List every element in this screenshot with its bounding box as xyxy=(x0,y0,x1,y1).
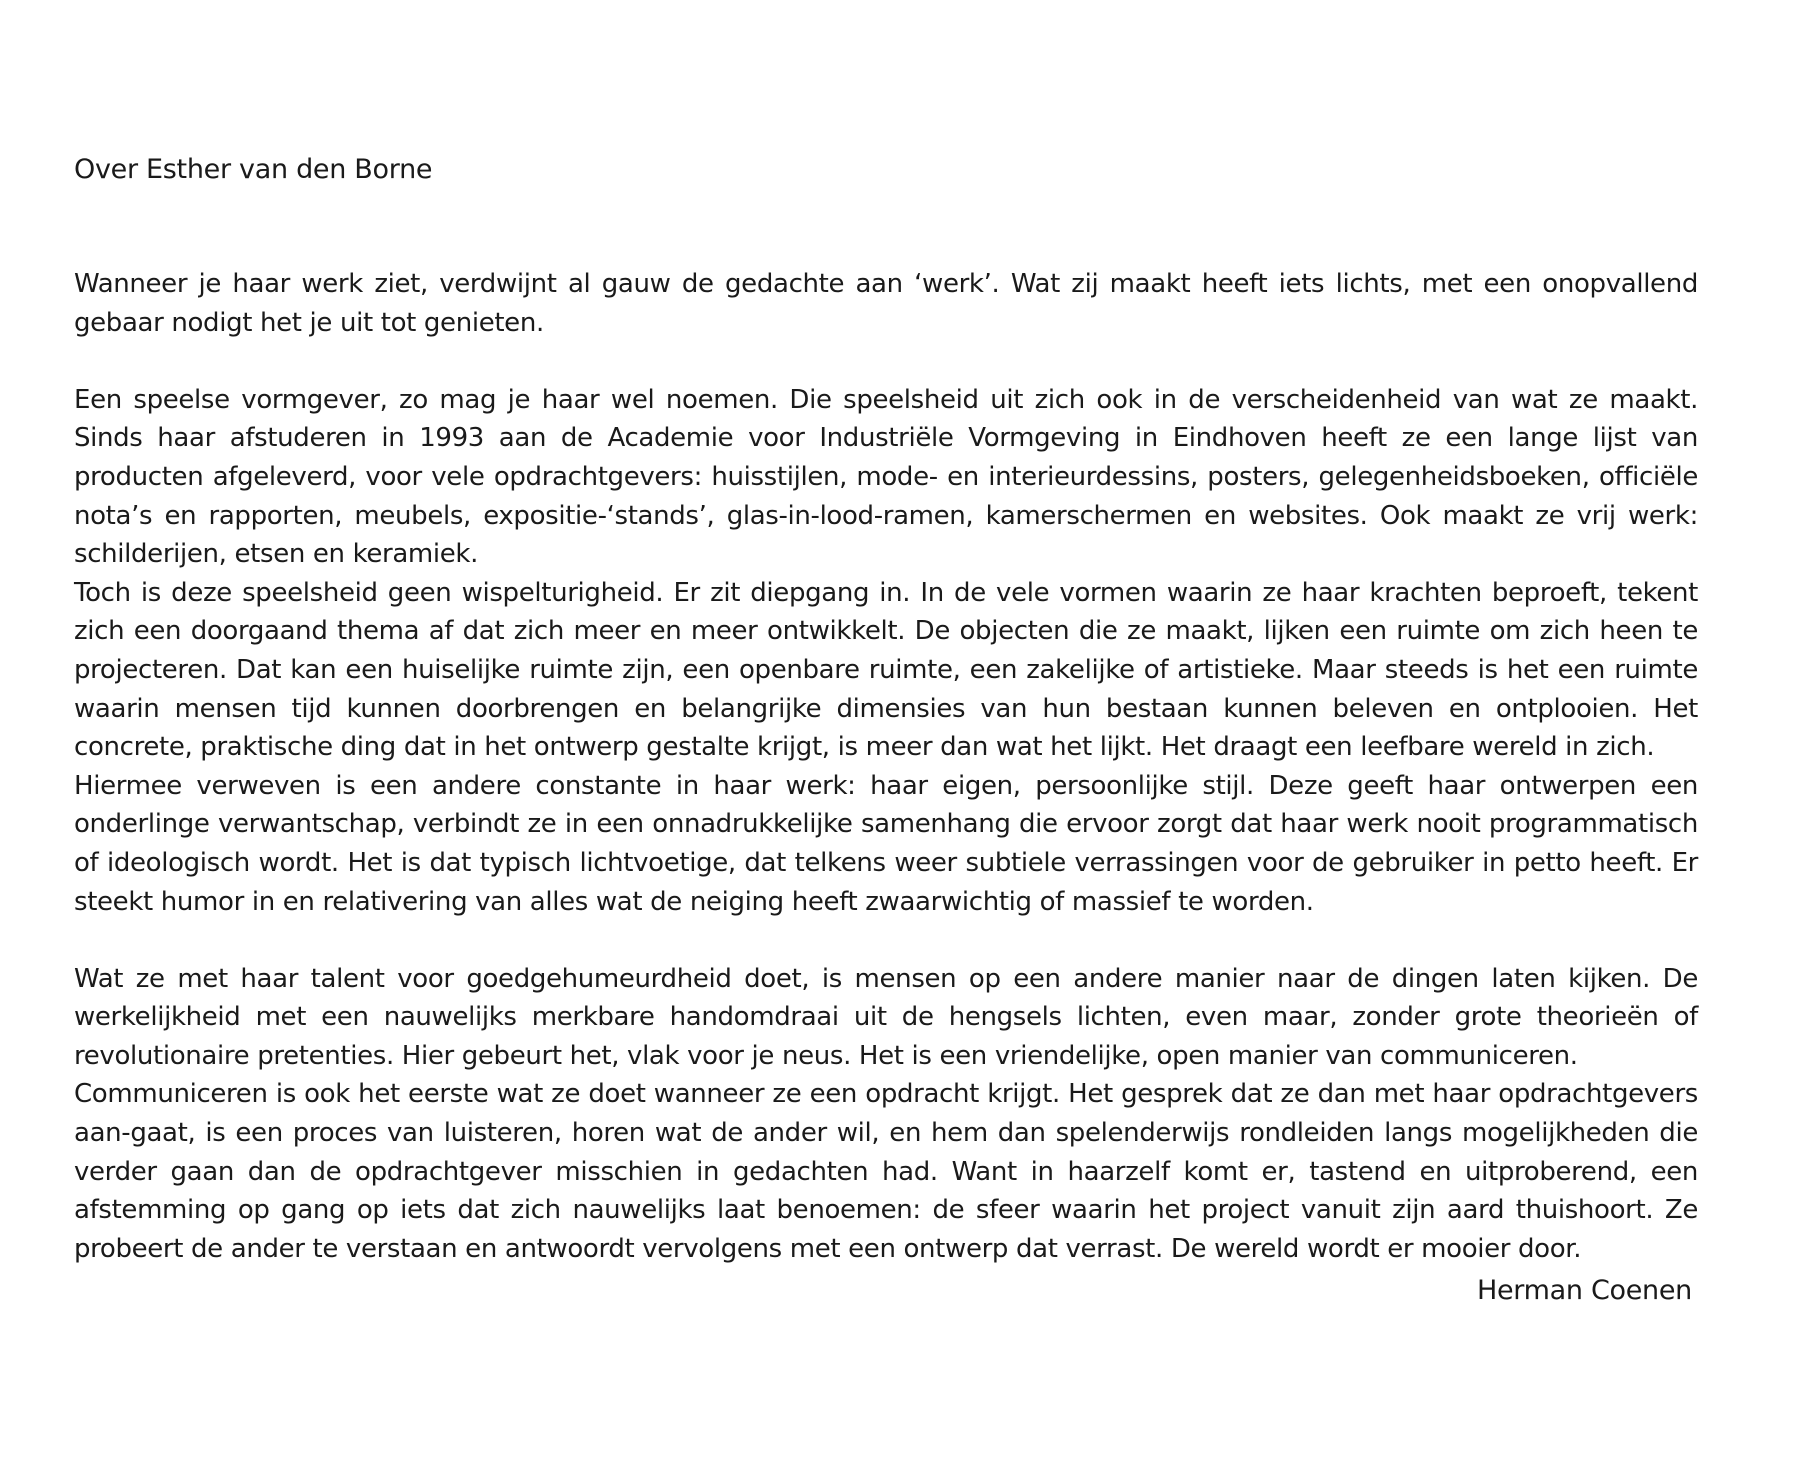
paragraph-communication: Communiceren is ook het eerste wat ze doet wanneer ze een opdracht krijgt. Het gesprek dat ze dan met haar opdrachtgevers aan-gaat, is een proces van luisteren, horen wat de ander wil, en hem dan spelenderwijs rondleiden langs mogelijkheden die verder gaan dan de opdrachtgever misschien in gedachten had. Want in haarzelf komt er, tastend en uitproberend, een afstemming op gang op iets dat zich nauwelijks laat benoemen: de sfeer waarin het project vanuit zijn aard thuishoort. Ze probeert de ander te verstaan en antwoordt vervolgens met een ontwerp dat verrast. De wereld wordt er mooier door. xyxy=(74,1079,1698,1264)
article-body xyxy=(74,265,1698,1268)
paragraph-style: Hiermee verweven is een andere constante in haar werk: haar eigen, persoonlijke stijl. Deze geeft haar ontwerpen een onderlinge verwantschap, verbindt ze in een onnadrukkelijke samenhang die ervoor zorgt dat haar werk nooit programmatisch of ideologisch wordt. Het is dat typisch lichtvoetige, dat telkens weer subtiele verrassingen voor de gebruiker in petto heeft. Er steekt humor in en relativering van alles wat de neiging heeft zwaarwichtig of massief te worden. xyxy=(74,770,1698,917)
page-title: Over Esther van den Borne xyxy=(74,154,433,185)
paragraph-depth: Toch is deze speelsheid geen wispelturigheid. Er zit diepgang in. In de vele vormen waarin ze haar krachten beproeft, tekent zich een doorgaand thema af dat zich meer en meer ontwikkelt. De objecten die ze maakt, lijken een ruimte om zich heen te projecteren. Dat kan een huiselijke ruimte zijn, een openbare ruimte, een zakelijke of artistieke. Maar steeds is het een ruimte waarin mensen tijd kunnen doorbrengen en belangrijke dimensies van hun bestaan kunnen beleven en ontplooien. Het concrete, praktische ding dat in het ontwerp gestalte krijgt, is meer dan wat het lijkt. Het draagt een leefbare wereld in zich. xyxy=(74,577,1698,763)
author-signature: Herman Coenen xyxy=(1476,1275,1692,1306)
document-page xyxy=(74,0,1698,1463)
paragraph-designer: Een speelse vormgever, zo mag je haar wel noemen. Die speelsheid uit zich ook in de verscheidenheid van wat ze maakt. Sinds haar afstuderen in 1993 aan de Academie voor Industriële Vormgeving in Eindhoven heeft ze een lange lijst van producten afgeleverd, voor vele opdrachtgevers: huisstijlen, mode- en interieurdessins, posters, gelegenheidsboeken, officiële nota’s en rapporten, meubels, expositie-‘stands’, glas-in-lood-ramen, kamerschermen en websites. Ook maakt ze vrij werk: schilderijen, etsen en keramiek. xyxy=(74,384,1698,570)
paragraph-spacer xyxy=(74,921,1698,960)
paragraph-spacer xyxy=(74,342,1698,381)
paragraph-talent: Wat ze met haar talent voor goedgehumeurdheid doet, is mensen op een andere manier naar de dingen laten kijken. De werkelijkheid met een nauwelijks merkbare handomdraai uit de hengsels lichten, even maar, zonder grote theorieën of revolutionaire pretenties. Hier gebeurt het, vlak voor je neus. Het is een vriendelijke, open manier van communiceren. xyxy=(74,963,1698,1071)
paragraph-intro: Wanneer je haar werk ziet, verdwijnt al gauw de gedachte aan ‘werk’. Wat zij maakt heeft iets lichts, met een onopvallend gebaar nodigt het je uit tot genieten. xyxy=(74,269,1698,338)
